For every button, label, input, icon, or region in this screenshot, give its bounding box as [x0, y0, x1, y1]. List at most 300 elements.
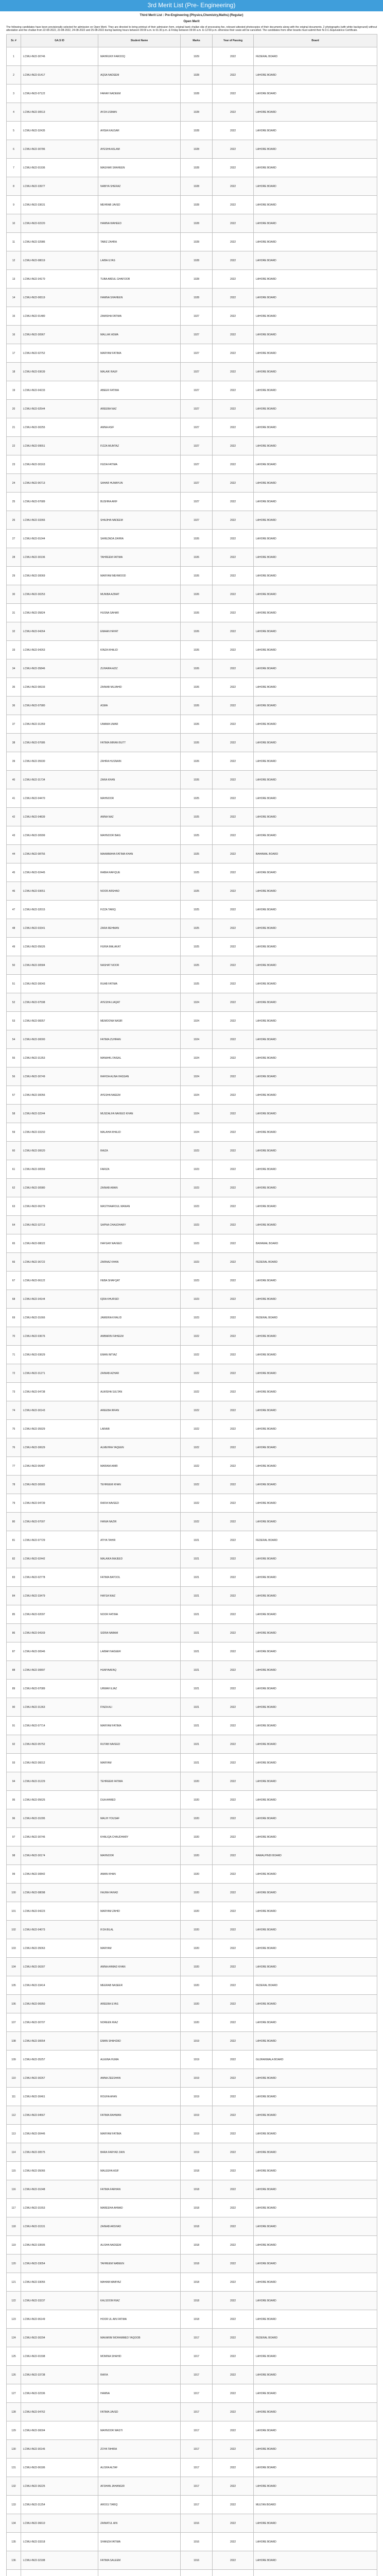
cell-marks: 1017: [181, 2440, 213, 2459]
cell-year: 2022: [213, 1272, 254, 1290]
cell-year: 2022: [213, 2310, 254, 2329]
cell-student-name: AQSA NADEEM: [98, 66, 181, 84]
cell-marks: 1027: [181, 400, 213, 418]
cell-year: 2022: [213, 715, 254, 734]
cell-serial: 51: [7, 975, 21, 993]
cell-student-name: HAJRA FAHAD: [98, 1884, 181, 1902]
cell-marks: 1021: [181, 1550, 213, 1568]
cell-gas-id: LCWU-IN22-04073: [21, 1921, 98, 1939]
cell-serial: 69: [7, 1309, 21, 1327]
cell-board: LAHORE BOARD: [254, 437, 377, 455]
cell-marks: 1028: [181, 159, 213, 177]
table-row: [7, 1346, 377, 1364]
table-row: [7, 2125, 377, 2143]
cell-board: LAHORE BOARD: [254, 493, 377, 511]
cell-year: 2022: [213, 2069, 254, 2088]
cell-marks: 1026: [181, 697, 213, 715]
cell-board: LAHORE BOARD: [254, 1438, 377, 1457]
table-row: [7, 2533, 377, 2551]
cell-year: 2022: [213, 1234, 254, 1253]
cell-gas-id: LCWU-IN22-32713: [21, 1216, 98, 1234]
cell-serial: 101: [7, 1902, 21, 1921]
cell-serial: 84: [7, 1587, 21, 1605]
table-row: [7, 715, 377, 734]
table-row: [7, 1680, 377, 1698]
cell-serial: 52: [7, 993, 21, 1012]
table-row: [7, 2366, 377, 2384]
cell-student-name: ZAINAB MUJAHID: [98, 678, 181, 697]
cell-serial: 40: [7, 771, 21, 789]
cell-year: 2022: [213, 938, 254, 956]
cell-gas-id: LCWU-IN22-36225: [21, 2477, 98, 2496]
cell-board: LAHORE BOARD: [254, 400, 377, 418]
cell-year: 2022: [213, 511, 254, 530]
cell-year: 2022: [213, 641, 254, 659]
cell-marks: 1018: [181, 2310, 213, 2329]
header-serial: Sr. #: [7, 35, 21, 47]
cell-serial: 1: [7, 47, 21, 66]
cell-marks: 1020: [181, 1921, 213, 1939]
header-marks: Marks: [181, 35, 213, 47]
table-row: [7, 400, 377, 418]
cell-student-name: TEHREEM FATIMA: [98, 1772, 181, 1791]
cell-marks: 1017: [181, 2329, 213, 2347]
cell-gas-id: LCWU-IN22-30786: [21, 140, 98, 159]
cell-student-name: AMNA ZEESHAN: [98, 2069, 181, 2088]
cell-serial: 82: [7, 1550, 21, 1568]
table-row: [7, 1160, 377, 1179]
cell-serial: 76: [7, 1438, 21, 1457]
cell-gas-id: LCWU-IN22-05626: [21, 938, 98, 956]
header-gas-id: GA.S ID: [21, 35, 98, 47]
table-row: [7, 567, 377, 585]
cell-board: LAHORE BOARD: [254, 863, 377, 882]
cell-student-name: FATIMA FARHAN: [98, 2180, 181, 2199]
cell-board: LAHORE BOARD: [254, 1568, 377, 1587]
cell-gas-id: LCWU-IN22-30746: [21, 1828, 98, 1846]
cell-student-name: MARYAM FATIMA: [98, 344, 181, 363]
table-row: [7, 1531, 377, 1550]
table-row: [7, 1809, 377, 1828]
cell-student-name: RUAB FATIMA: [98, 975, 181, 993]
cell-marks: [181, 2570, 213, 2576]
cell-student-name: AYZA USMAN: [98, 103, 181, 122]
table-row: [7, 47, 377, 66]
cell-serial: 102: [7, 1921, 21, 1939]
cell-gas-id: LCWU-IN22-06950: [21, 1995, 98, 2013]
table-row: [7, 1568, 377, 1587]
cell-serial: 14: [7, 289, 21, 307]
cell-gas-id: LCWU-IN22-30999: [21, 826, 98, 845]
cell-serial: 5: [7, 122, 21, 140]
cell-year: 2022: [213, 1049, 254, 1067]
table-row: [7, 326, 377, 344]
cell-year: 2022: [213, 251, 254, 270]
cell-student-name: DUA AHMED: [98, 1791, 181, 1809]
table-row: [7, 1902, 377, 1921]
cell-marks: 1027: [181, 455, 213, 474]
table-row: [7, 1661, 377, 1680]
cell-student-name: AROOJ TARIQ: [98, 2496, 181, 2514]
cell-marks: 1023: [181, 1179, 213, 1197]
cell-year: [213, 2570, 254, 2576]
cell-board: LAHORE BOARD: [254, 1290, 377, 1309]
cell-student-name: SAHEZADA ZAHRA: [98, 530, 181, 548]
cell-gas-id: LCWU-IN22-30559: [21, 1160, 98, 1179]
cell-student-name: RAFIA NAVEED: [98, 1494, 181, 1513]
cell-gas-id: LCWU-IN22-30143: [21, 1401, 98, 1420]
cell-marks: 1017: [181, 2366, 213, 2384]
cell-marks: 1023: [181, 1290, 213, 1309]
cell-board: LAHORE BOARD: [254, 1364, 377, 1383]
cell-marks: 1024: [181, 1086, 213, 1105]
cell-marks: 1022: [181, 1346, 213, 1364]
cell-marks: 1020: [181, 1791, 213, 1809]
cell-year: 2022: [213, 363, 254, 381]
cell-board: LAHORE BOARD: [254, 2366, 377, 2384]
cell-student-name: ZOYA TAHIRA: [98, 2440, 181, 2459]
cell-year: 2022: [213, 1902, 254, 1921]
cell-serial: 37: [7, 715, 21, 734]
cell-year: 2022: [213, 1772, 254, 1791]
cell-serial: 124: [7, 2329, 21, 2347]
cell-year: 2022: [213, 1717, 254, 1735]
cell-student-name: SHANZA FATIMA: [98, 2533, 181, 2551]
cell-student-name: MALLAK ASMA: [98, 326, 181, 344]
merit-category-heading: Open Merit: [183, 20, 200, 23]
cell-year: 2022: [213, 2533, 254, 2551]
cell-year: 2022: [213, 1346, 254, 1364]
cell-year: 2022: [213, 1364, 254, 1383]
table-row: [7, 1698, 377, 1717]
cell-year: 2022: [213, 1160, 254, 1179]
cell-marks: 1019: [181, 2143, 213, 2162]
cell-serial: 21: [7, 418, 21, 437]
table-row: [7, 585, 377, 604]
cell-year: 2022: [213, 585, 254, 604]
cell-year: 2022: [213, 752, 254, 771]
cell-marks: 1022: [181, 1513, 213, 1531]
table-row: [7, 548, 377, 567]
list-heading: Third Merit List : Pre-Engineering (Physics,Chemistry,Maths) (Regular): [140, 14, 243, 17]
cell-marks: 1027: [181, 307, 213, 326]
cell-serial: 126: [7, 2366, 21, 2384]
cell-marks: 1016: [181, 2533, 213, 2551]
cell-gas-id: LCWU-IN22-31553: [21, 2199, 98, 2217]
cell-marks: 1024: [181, 993, 213, 1012]
cell-year: 2022: [213, 956, 254, 975]
cell-student-name: MALAIKA MAJEED: [98, 1550, 181, 1568]
cell-student-name: HAMNA SHAHEEN: [98, 289, 181, 307]
cell-gas-id: LCWU-IN22-01044: [21, 530, 98, 548]
table-row: [7, 2143, 377, 2162]
cell-year: 2022: [213, 1123, 254, 1142]
cell-student-name: ZAINAB AZHAR: [98, 1364, 181, 1383]
cell-student-name: LARAIB: [98, 1420, 181, 1438]
cell-year: 2022: [213, 493, 254, 511]
table-row: [7, 1884, 377, 1902]
cell-marks: 1021: [181, 1531, 213, 1550]
cell-gas-id: LCWU-IN22-35846: [21, 659, 98, 678]
cell-marks: 1022: [181, 1401, 213, 1420]
cell-serial: 13: [7, 270, 21, 289]
cell-student-name: KALSOOM RIAZ: [98, 2292, 181, 2310]
cell-year: 2022: [213, 1809, 254, 1828]
table-row: [7, 1550, 377, 1568]
table-row: [7, 363, 377, 381]
cell-board: LAHORE BOARD: [254, 826, 377, 845]
table-row: [7, 1587, 377, 1605]
cell-gas-id: LCWU-IN22-03629: [21, 1346, 98, 1364]
cell-gas-id: LCWU-IN22-07007: [21, 1513, 98, 1531]
cell-year: 2022: [213, 2292, 254, 2310]
cell-serial: 47: [7, 901, 21, 919]
cell-serial: 104: [7, 1958, 21, 1976]
cell-gas-id: LCWU-IN22-30749: [21, 1067, 98, 1086]
cell-gas-id: LCWU-IN22-36610: [21, 2514, 98, 2533]
cell-student-name: MAREEHA AHMAD: [98, 2199, 181, 2217]
cell-serial: 28: [7, 548, 21, 567]
cell-gas-id: LCWU-IN22-33150: [21, 1123, 98, 1142]
cell-student-name: FARAH NADEEM: [98, 84, 181, 103]
cell-marks: 1025: [181, 789, 213, 808]
cell-marks: 1019: [181, 2125, 213, 2143]
cell-marks: 1028: [181, 196, 213, 214]
cell-student-name: ZAINATUL AIN: [98, 2514, 181, 2533]
cell-board: LAHORE BOARD: [254, 2125, 377, 2143]
cell-marks: 1025: [181, 845, 213, 863]
cell-student-name: MARYAM: [98, 1754, 181, 1772]
cell-serial: 121: [7, 2273, 21, 2292]
cell-marks: 1026: [181, 734, 213, 752]
cell-student-name: ZUHAIRA AZIZ: [98, 659, 181, 678]
cell-student-name: FIZZA MUMTAZ: [98, 437, 181, 455]
cell-student-name: TABIZ ZAHRA: [98, 233, 181, 251]
cell-year: 2022: [213, 1587, 254, 1605]
cell-year: 2022: [213, 1754, 254, 1772]
cell-serial: 135: [7, 2533, 21, 2551]
cell-serial: 77: [7, 1457, 21, 1476]
table-row: [7, 1494, 377, 1513]
cell-year: 2022: [213, 1327, 254, 1346]
cell-board: LAHORE BOARD: [254, 1049, 377, 1067]
cell-year: 2022: [213, 1568, 254, 1587]
cell-year: 2022: [213, 2403, 254, 2421]
cell-year: 2022: [213, 2496, 254, 2514]
header-year-of-passing: Year of Passing: [213, 35, 254, 47]
cell-board: LAHORE BOARD: [254, 808, 377, 826]
cell-board: LAHORE BOARD: [254, 418, 377, 437]
cell-serial: 9: [7, 196, 21, 214]
cell-gas-id: LCWU-IN22-33505: [21, 2236, 98, 2255]
cell-student-name: AFSHAN JAHANGIR: [98, 2477, 181, 2496]
cell-board: LAHORE BOARD: [254, 474, 377, 493]
cell-year: 2022: [213, 66, 254, 84]
cell-board: LAHORE BOARD: [254, 2533, 377, 2551]
table-row: [7, 103, 377, 122]
cell-year: 2022: [213, 1958, 254, 1976]
cell-marks: 1020: [181, 1902, 213, 1921]
cell-serial: 95: [7, 1791, 21, 1809]
cell-year: 2022: [213, 1995, 254, 2013]
cell-gas-id: LCWU-IN22-31359: [21, 715, 98, 734]
cell-marks: 1028: [181, 66, 213, 84]
cell-student-name: RUTAB NAVEED: [98, 1735, 181, 1754]
cell-serial: 86: [7, 1624, 21, 1642]
cell-gas-id: LCWU-IN22-08756: [21, 845, 98, 863]
cell-marks: 1019: [181, 2050, 213, 2069]
cell-marks: 1024: [181, 1030, 213, 1049]
cell-board: BAHAWAL BOARD: [254, 845, 377, 863]
cell-board: LAHORE BOARD: [254, 1123, 377, 1142]
cell-serial: 60: [7, 1142, 21, 1160]
cell-student-name: AYESHA LIAQAT: [98, 993, 181, 1012]
cell-year: 2022: [213, 1142, 254, 1160]
cell-year: 2022: [213, 2088, 254, 2106]
table-row: [7, 196, 377, 214]
cell-serial: 67: [7, 1272, 21, 1290]
cell-student-name: MAHNOOR WASTI: [98, 2421, 181, 2440]
cell-board: LAHORE BOARD: [254, 2255, 377, 2273]
cell-marks: 1018: [181, 2255, 213, 2273]
cell-gas-id: LCWU-IN22-01417: [21, 66, 98, 84]
cell-year: 2022: [213, 1494, 254, 1513]
cell-board: LAHORE BOARD: [254, 622, 377, 641]
cell-gas-id: LCWU-IN22-31531: [21, 2217, 98, 2236]
cell-serial: 8: [7, 177, 21, 196]
cell-marks: 1026: [181, 530, 213, 548]
cell-student-name: RABIA RAFIQUE: [98, 863, 181, 882]
table-row: [7, 2496, 377, 2514]
cell-gas-id: LCWU-IN22-35929: [21, 1420, 98, 1438]
cell-student-name: [98, 2570, 181, 2576]
cell-gas-id: LCWU-IN22-30461: [21, 2088, 98, 2106]
cell-student-name: BARA FARYAD ZAIN: [98, 2143, 181, 2162]
cell-serial: 89: [7, 1680, 21, 1698]
cell-student-name: ATIYA TAHIR: [98, 1531, 181, 1550]
cell-board: LAHORE BOARD: [254, 251, 377, 270]
table-row: [7, 1142, 377, 1160]
cell-board: LAHORE BOARD: [254, 1030, 377, 1049]
table-row: [7, 159, 377, 177]
cell-board: LAHORE BOARD: [254, 1809, 377, 1828]
cell-marks: 1017: [181, 2421, 213, 2440]
cell-student-name: MARIAM AMIR: [98, 1457, 181, 1476]
cell-marks: 1020: [181, 1995, 213, 2013]
table-row: [7, 2421, 377, 2440]
cell-student-name: AREEBA IRFAN: [98, 1401, 181, 1420]
cell-marks: 1021: [181, 1680, 213, 1698]
cell-marks: 1027: [181, 474, 213, 493]
cell-marks: 1025: [181, 863, 213, 882]
cell-board: LAHORE BOARD: [254, 771, 377, 789]
cell-serial: 113: [7, 2125, 21, 2143]
cell-board: LAHORE BOARD: [254, 270, 377, 289]
cell-gas-id: LCWU-IN22-35930: [21, 752, 98, 771]
cell-student-name: ZAHRA HUSNAIN: [98, 752, 181, 771]
cell-board: FEDERAL BOARD: [254, 2329, 377, 2347]
cell-serial: 59: [7, 1123, 21, 1142]
cell-board: LAHORE BOARD: [254, 2310, 377, 2329]
cell-serial: 50: [7, 956, 21, 975]
cell-student-name: ZARA REHMAN: [98, 919, 181, 938]
table-row: [7, 1754, 377, 1772]
table-row: [7, 882, 377, 901]
table-row: [7, 1976, 377, 1995]
cell-marks: 1024: [181, 1123, 213, 1142]
cell-marks: 1018: [181, 2273, 213, 2292]
cell-gas-id: LCWU-IN22-07122: [21, 84, 98, 103]
cell-serial: 57: [7, 1086, 21, 1105]
cell-gas-id: LCWU-IN22-03639: [21, 363, 98, 381]
cell-marks: 1026: [181, 659, 213, 678]
cell-student-name: NOOR FATIMA: [98, 1605, 181, 1624]
cell-serial: 81: [7, 1531, 21, 1550]
cell-gas-id: LCWU-IN22-02097: [21, 1605, 98, 1624]
table-row: [7, 2292, 377, 2310]
cell-year: 2022: [213, 2106, 254, 2125]
cell-serial: 24: [7, 474, 21, 493]
cell-board: LAHORE BOARD: [254, 938, 377, 956]
cell-year: 2022: [213, 2347, 254, 2366]
cell-year: 2022: [213, 1438, 254, 1457]
table-row: [7, 251, 377, 270]
cell-student-name: ALWISHA SULTAN: [98, 1383, 181, 1401]
cell-student-name: SAHAR HUMAYUN: [98, 474, 181, 493]
table-row: [7, 956, 377, 975]
cell-student-name: SHAJIHA NADEEM: [98, 511, 181, 530]
cell-serial: 35: [7, 678, 21, 697]
cell-year: 2022: [213, 901, 254, 919]
table-row: [7, 808, 377, 826]
cell-student-name: NOREEN RIAZ: [98, 2013, 181, 2032]
cell-year: 2022: [213, 289, 254, 307]
cell-year: 2022: [213, 1216, 254, 1234]
cell-board: LAHORE BOARD: [254, 641, 377, 659]
cell-marks: 1026: [181, 678, 213, 697]
cell-gas-id: LCWU-IN22-30513: [21, 103, 98, 122]
cell-student-name: RAFIDA ALINA HASSAN: [98, 1067, 181, 1086]
cell-board: LAHORE BOARD: [254, 585, 377, 604]
cell-year: 2022: [213, 808, 254, 826]
table-row: [7, 1921, 377, 1939]
cell-board: LAHORE BOARD: [254, 604, 377, 622]
cell-marks: 1028: [181, 251, 213, 270]
cell-gas-id: LCWU-IN22-31048: [21, 2180, 98, 2199]
cell-marks: 1021: [181, 1717, 213, 1735]
cell-marks: 1021: [181, 1568, 213, 1587]
cell-student-name: BUSHRA ARIF: [98, 493, 181, 511]
cell-marks: 1018: [181, 2162, 213, 2180]
cell-serial: 31: [7, 604, 21, 622]
cell-board: LAHORE BOARD: [254, 715, 377, 734]
table-row: [7, 1457, 377, 1476]
cell-student-name: MUSDALFA NAVEED KHAN: [98, 1105, 181, 1123]
cell-marks: 1025: [181, 919, 213, 938]
table-row: [7, 2273, 377, 2292]
cell-marks: 1025: [181, 938, 213, 956]
table-row: [7, 1939, 377, 1958]
cell-board: LAHORE BOARD: [254, 2292, 377, 2310]
table-row: [7, 493, 377, 511]
cell-serial: 12: [7, 251, 21, 270]
cell-student-name: RAFIA: [98, 2366, 181, 2384]
cell-board: MULTAN BOARD: [254, 2496, 377, 2514]
table-row: [7, 1272, 377, 1290]
cell-board: LAHORE BOARD: [254, 956, 377, 975]
cell-marks: 1027: [181, 418, 213, 437]
cell-marks: 1025: [181, 826, 213, 845]
